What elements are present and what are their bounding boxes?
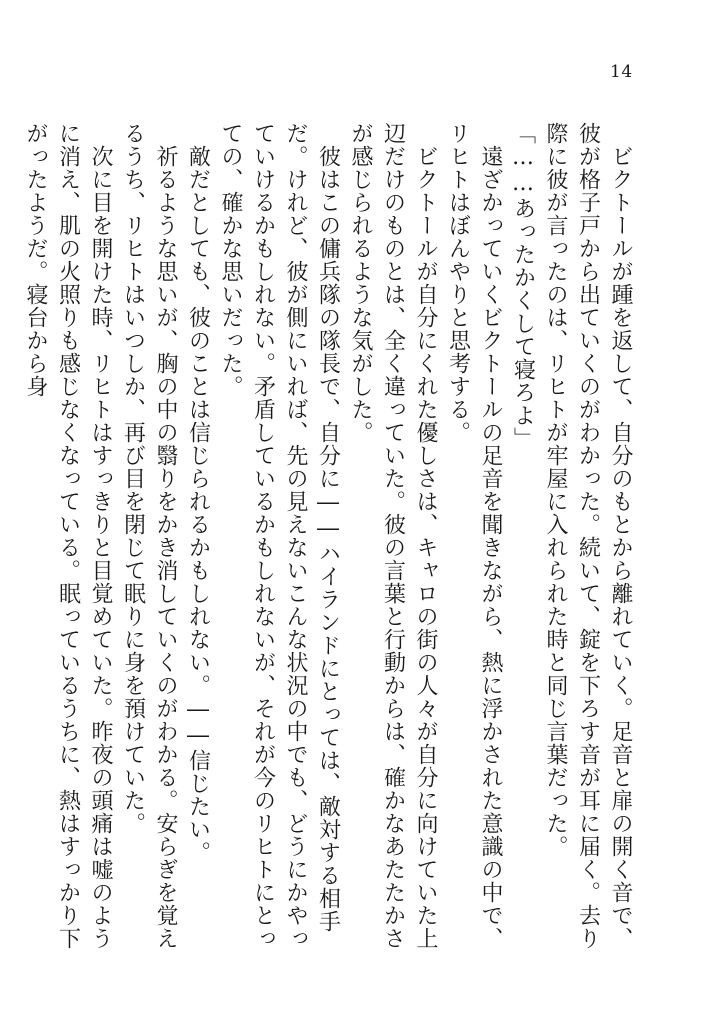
paragraph: 彼はこの傭兵隊の隊長で、自分に――ハイランドにとっては、敵対する相手だ。けれど、彼が側にいれば、先の見えないこんな状況の中でも、どうにかやっていけるかもしれない。矛盾しているかもしれないが、それが今のリヒトにとっての、確かな思いだった。 (218, 122, 341, 950)
paragraph: 祈るような思いが、胸の中の翳りをかき消していくのがわかる。安らぎを覚えるうち、リヒトはいつしか、再び目を閉じて眠りに身を預けていた。 (120, 122, 178, 950)
page-number: 14 (610, 62, 633, 82)
paragraph: 敵だとしても、彼のことは信じられるかもしれない。――信じたい。 (185, 122, 211, 864)
paragraph: ビクトールが自分にくれた優しさは、キャロの街の人々が自分に向けていた上辺だけのものとは、全く違っていた。彼の言葉と行動からは、確かなあたたかさが感じられるような気がした。 (348, 122, 438, 950)
paragraph: 遠ざかっていくビクトールの足音を聞きながら、熱に浮かされた意識の中で、リヒトはぼんやりと思考する。 (445, 122, 503, 950)
paragraph: 次に目を開けた時、リヒトはすっきりと目覚めていた。昨夜の頭痛は嘘のように消え、肌の火照りも感じなくなっている。眠っているうちに、熱はすっかり下がったようだ。寝台から身 (23, 122, 113, 950)
paragraph: ビクトールが踵を返して、自分のもとから離れていく。足音と扉の開く音で、彼が格子戸から出ていくのがわかった。続いて、錠を下ろす音が耳に届く。去り際に彼が言ったのは、リヒトが牢屋に入れられた時と同じ言葉だった。 (543, 122, 633, 950)
paragraph: 「……あったかくして寝ろよ」 (510, 122, 536, 450)
body-text (23, 122, 636, 952)
